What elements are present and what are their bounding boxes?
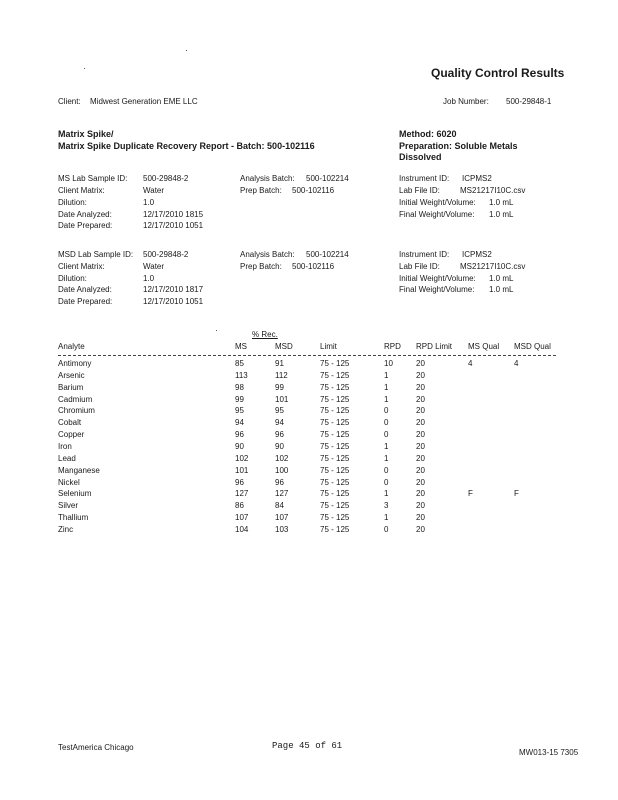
cell-limit: 75 - 125 <box>320 501 350 511</box>
msd-right-label: Initial Weight/Volume: <box>399 274 476 283</box>
cell-ms-rec: 94 <box>235 418 244 428</box>
ms-label: MS Lab Sample ID: <box>58 174 128 183</box>
header-divider <box>58 355 556 356</box>
cell-rpd: 3 <box>384 501 389 511</box>
percent-rec-group-header: % Rec. <box>252 330 278 339</box>
ms-mid-value: 500-102214 <box>306 174 349 183</box>
cell-rpd: 1 <box>384 441 389 451</box>
cell-analyte: Silver <box>58 501 79 511</box>
msd-label: Date Analyzed: <box>58 285 112 294</box>
cell-limit: 75 - 125 <box>320 513 350 523</box>
cell-msd-rec: 103 <box>275 524 289 534</box>
cell-rpd-limit: 20 <box>416 359 425 368</box>
cell-analyte: Nickel <box>58 477 80 487</box>
msd-value: 12/17/2010 1817 <box>143 285 204 294</box>
cell-analyte: Copper <box>58 430 85 440</box>
cell-ms-qual: 4 <box>468 359 473 368</box>
msd-value: Water <box>143 262 165 271</box>
column-header-rpd-limit: RPD Limit <box>416 342 453 351</box>
cell-msd-qual: F <box>514 489 519 499</box>
cell-msd-rec: 127 <box>275 489 289 499</box>
job-number-value: 500-29848-1 <box>506 97 552 106</box>
column-header-msd-qual: MSD Qual <box>514 342 551 351</box>
cell-rpd-limit: 20 <box>416 501 425 511</box>
cell-msd-rec: 96 <box>275 430 284 440</box>
cell-limit: 75 - 125 <box>320 441 350 451</box>
cell-rpd-limit: 20 <box>416 489 425 499</box>
ms-mid-value: 500-102116 <box>292 186 335 195</box>
cell-msd-rec: 100 <box>275 465 289 475</box>
cell-limit: 75 - 125 <box>320 465 350 475</box>
cell-msd-rec: 107 <box>275 513 289 523</box>
report-title-line2: Matrix Spike Duplicate Recovery Report - Batch: 500-102116 <box>58 141 315 151</box>
cell-msd-rec: 84 <box>275 501 284 511</box>
msd-right-value: 1.0 mL <box>489 274 514 283</box>
cell-analyte: Cadmium <box>58 394 93 404</box>
cell-ms-rec: 107 <box>235 513 249 523</box>
cell-rpd-limit: 20 <box>416 477 425 487</box>
column-header-msd: MSD <box>275 342 293 351</box>
report-title-line1: Matrix Spike/ <box>58 129 114 139</box>
cell-ms-rec: 99 <box>235 394 244 404</box>
cell-rpd-limit: 20 <box>416 382 425 392</box>
msd-label: Date Prepared: <box>58 297 113 306</box>
cell-rpd-limit: 20 <box>416 370 425 380</box>
cell-limit: 75 - 125 <box>320 524 350 534</box>
cell-rpd-limit: 20 <box>416 513 425 523</box>
cell-ms-rec: 98 <box>235 382 244 392</box>
column-header-ms: MS <box>235 342 247 351</box>
column-header-rpd: RPD <box>384 342 401 351</box>
cell-msd-rec: 99 <box>275 382 284 392</box>
cell-ms-rec: 85 <box>235 359 244 368</box>
msd-right-label: Final Weight/Volume: <box>399 285 475 294</box>
client-label: Client: <box>58 97 81 106</box>
cell-limit: 75 - 125 <box>320 418 350 428</box>
cell-msd-rec: 90 <box>275 441 284 451</box>
cell-limit: 75 - 125 <box>320 489 350 499</box>
preparation-line2: Dissolved <box>399 152 442 162</box>
msd-mid-label: Prep Batch: <box>240 262 282 271</box>
cell-analyte: Selenium <box>58 489 92 499</box>
ms-right-value: ICPMS2 <box>462 174 492 183</box>
cell-analyte: Thallium <box>58 513 89 523</box>
cell-ms-rec: 90 <box>235 441 244 451</box>
ms-value: 1.0 <box>143 198 155 207</box>
cell-limit: 75 - 125 <box>320 406 350 416</box>
cell-msd-qual: 4 <box>514 359 519 368</box>
cell-limit: 75 - 125 <box>320 370 350 380</box>
cell-limit: 75 - 125 <box>320 382 350 392</box>
cell-rpd: 0 <box>384 406 389 416</box>
ms-mid-label: Analysis Batch: <box>240 174 295 183</box>
cell-analyte: Arsenic <box>58 370 85 380</box>
cell-msd-rec: 95 <box>275 406 284 416</box>
cell-analyte: Cobalt <box>58 418 82 428</box>
cell-msd-rec: 101 <box>275 394 289 404</box>
msd-right-label: Lab File ID: <box>399 262 440 271</box>
cell-rpd: 10 <box>384 359 393 368</box>
ms-right-label: Lab File ID: <box>399 186 440 195</box>
cell-analyte: Chromium <box>58 406 95 416</box>
footer-document-code: MW013-15 7305 <box>519 748 579 757</box>
footer-page-number: Page 45 of 61 <box>272 741 343 751</box>
msd-label: Dilution: <box>58 274 87 283</box>
cell-rpd-limit: 20 <box>416 406 425 416</box>
msd-right-value: 1.0 mL <box>489 285 514 294</box>
cell-msd-rec: 102 <box>275 453 289 463</box>
msd-right-value: MS21217I10C.csv <box>460 262 526 271</box>
cell-rpd: 1 <box>384 382 389 392</box>
client-name: Midwest Generation EME LLC <box>90 97 198 106</box>
ms-right-label: Final Weight/Volume: <box>399 210 475 219</box>
msd-right-value: ICPMS2 <box>462 250 492 259</box>
cell-rpd-limit: 20 <box>416 418 425 428</box>
footer-lab-name: TestAmerica Chicago <box>58 743 134 752</box>
cell-analyte: Iron <box>58 441 72 451</box>
ms-right-value: 1.0 mL <box>489 210 514 219</box>
cell-analyte: Antimony <box>58 359 92 368</box>
ms-value: 500-29848-2 <box>143 174 189 183</box>
ms-right-value: MS21217I10C.csv <box>460 186 526 195</box>
cell-rpd: 0 <box>384 418 389 428</box>
cell-msd-rec: 112 <box>275 370 288 380</box>
cell-rpd-limit: 20 <box>416 430 425 440</box>
msd-right-label: Instrument ID: <box>399 250 450 259</box>
cell-analyte: Barium <box>58 382 84 392</box>
ms-right-label: Instrument ID: <box>399 174 450 183</box>
cell-rpd: 0 <box>384 430 389 440</box>
ms-label: Dilution: <box>58 198 87 207</box>
cell-analyte: Manganese <box>58 465 100 475</box>
cell-msd-rec: 91 <box>275 359 284 368</box>
msd-label: Client Matrix: <box>58 262 105 271</box>
cell-limit: 75 - 125 <box>320 394 350 404</box>
ms-right-label: Initial Weight/Volume: <box>399 198 476 207</box>
method: Method: 6020 <box>399 129 457 139</box>
job-number-label: Job Number: <box>443 97 489 106</box>
cell-limit: 75 - 125 <box>320 453 350 463</box>
cell-limit: 75 - 125 <box>320 430 350 440</box>
cell-rpd-limit: 20 <box>416 524 425 534</box>
msd-mid-value: 500-102214 <box>306 250 349 259</box>
cell-rpd: 1 <box>384 394 389 404</box>
cell-rpd: 0 <box>384 524 389 534</box>
cell-ms-rec: 95 <box>235 406 244 416</box>
ms-label: Date Prepared: <box>58 221 113 230</box>
report-heading: Quality Control Results <box>431 66 565 80</box>
column-header-analyte: Analyte <box>58 342 85 351</box>
cell-rpd: 1 <box>384 489 389 499</box>
cell-rpd-limit: 20 <box>416 453 425 463</box>
ms-label: Client Matrix: <box>58 186 105 195</box>
cell-analyte: Lead <box>58 453 76 463</box>
cell-msd-rec: 96 <box>275 477 284 487</box>
cell-rpd-limit: 20 <box>416 465 425 475</box>
cell-ms-rec: 113 <box>235 370 248 380</box>
ms-label: Date Analyzed: <box>58 210 112 219</box>
msd-mid-label: Analysis Batch: <box>240 250 295 259</box>
ms-value: 12/17/2010 1051 <box>143 221 204 230</box>
msd-value: 12/17/2010 1051 <box>143 297 204 306</box>
ms-mid-label: Prep Batch: <box>240 186 282 195</box>
cell-msd-rec: 94 <box>275 418 284 428</box>
ms-value: Water <box>143 186 165 195</box>
cell-ms-rec: 127 <box>235 489 249 499</box>
msd-mid-value: 500-102116 <box>292 262 335 271</box>
column-header-ms-qual: MS Qual <box>468 342 500 351</box>
cell-limit: 75 - 125 <box>320 359 350 368</box>
cell-ms-rec: 86 <box>235 501 244 511</box>
cell-ms-rec: 96 <box>235 477 244 487</box>
cell-ms-qual: F <box>468 489 473 499</box>
cell-ms-rec: 102 <box>235 453 249 463</box>
cell-rpd-limit: 20 <box>416 394 425 404</box>
cell-analyte: Zinc <box>58 524 74 534</box>
cell-rpd: 1 <box>384 453 389 463</box>
column-header-limit: Limit <box>320 342 337 351</box>
cell-rpd: 1 <box>384 513 389 523</box>
ms-value: 12/17/2010 1815 <box>143 210 204 219</box>
ms-right-value: 1.0 mL <box>489 198 514 207</box>
cell-rpd: 1 <box>384 370 389 380</box>
msd-value: 500-29848-2 <box>143 250 189 259</box>
preparation-line1: Preparation: Soluble Metals <box>399 141 518 151</box>
cell-rpd-limit: 20 <box>416 441 425 451</box>
msd-value: 1.0 <box>143 274 155 283</box>
cell-ms-rec: 101 <box>235 465 249 475</box>
cell-limit: 75 - 125 <box>320 477 350 487</box>
cell-rpd: 0 <box>384 477 389 487</box>
cell-rpd: 0 <box>384 465 389 475</box>
msd-label: MSD Lab Sample ID: <box>58 250 134 259</box>
cell-ms-rec: 96 <box>235 430 244 440</box>
cell-ms-rec: 104 <box>235 524 249 534</box>
